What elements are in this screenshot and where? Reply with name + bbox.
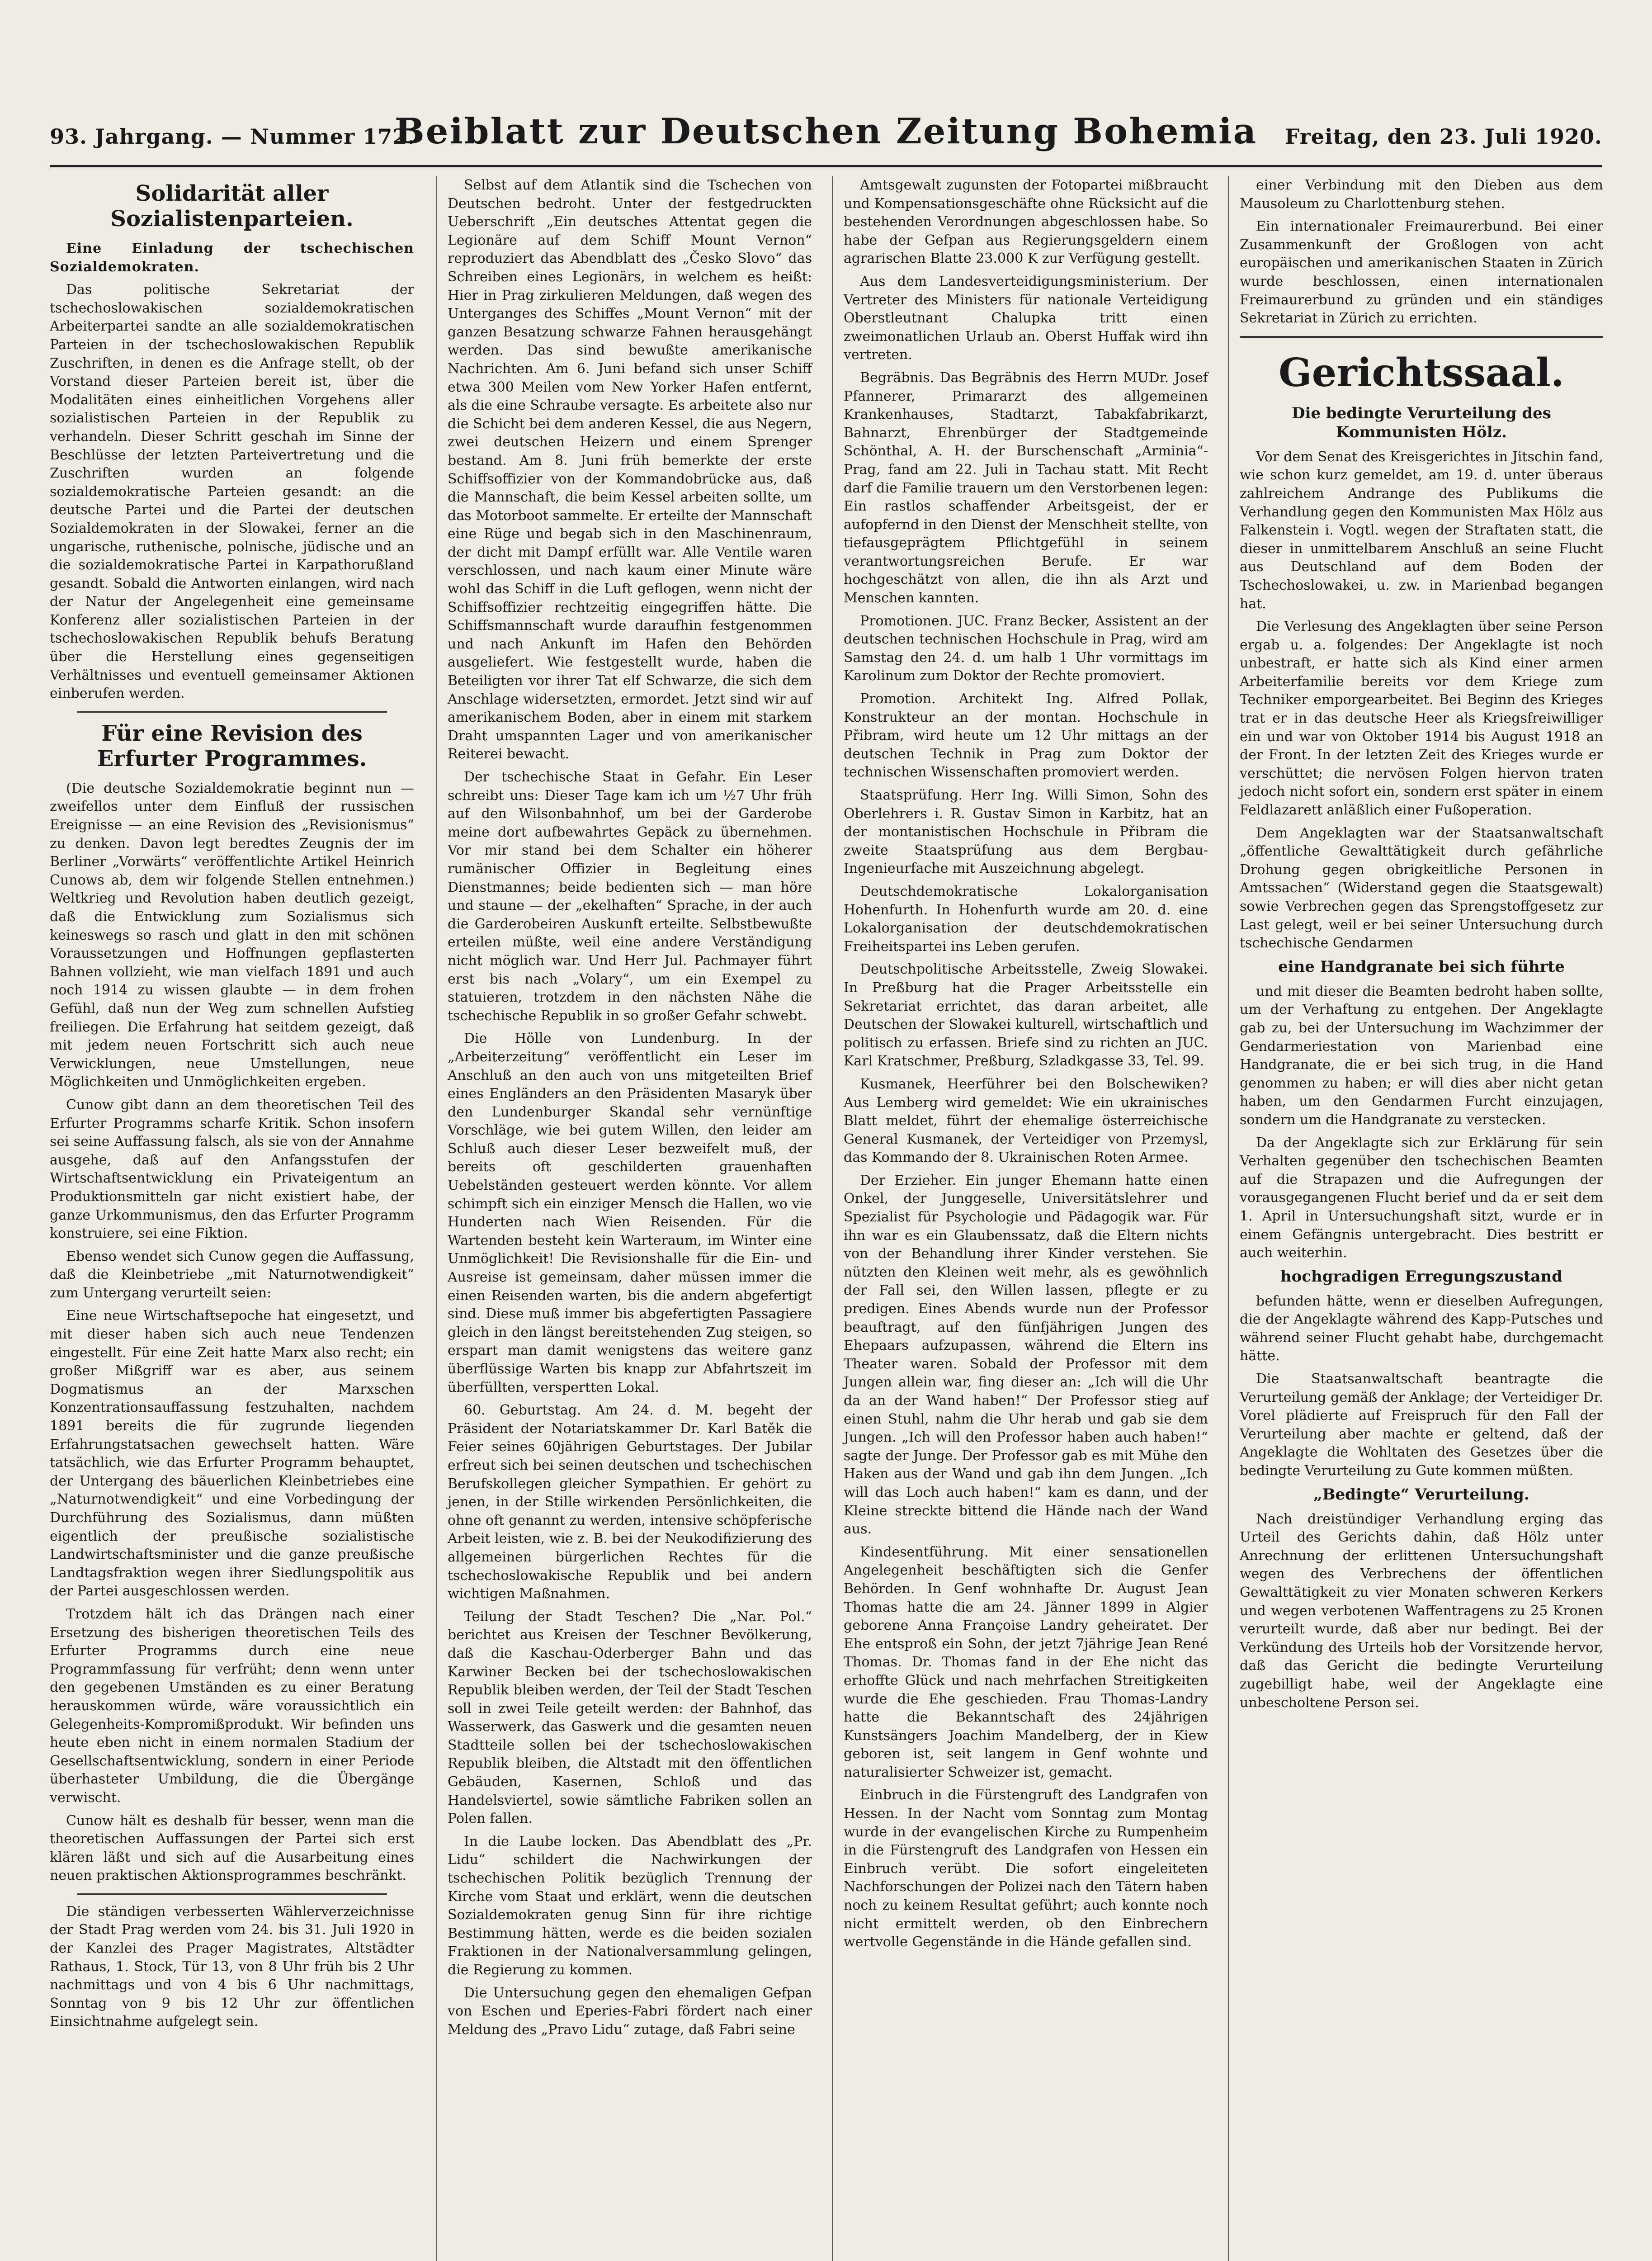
article-paragraph: Teilung der Stadt Teschen? Die „Nar. Pol.“ berichtet aus Kreisen der Teschner Bevölkerung, daß die Kaschau-Oderberger Bahn und das Karwiner Becken bei der tschechoslowakischen Republik bleiben werden, der Teil der Stadt Teschen soll in zwei Teile geteilt werden: der Bahnhof, das Wasserwerk, das Gaswerk und die gesamten neuen Stadtteile sollen bei der tschechoslowakischen Republik bleiben, die Altstadt mit den öffentlichen Gebäuden, Kasernen, Schloß und das Handelsviertel, sowie sämtliche Fabriken sollen an Polen fallen. (448, 1608, 812, 1827)
article-paragraph: Die ständigen verbesserten Wählerverzeichnisse der Stadt Prag werden vom 24. bis 31. Juli 1920 in der Kanzlei des Prager Magistrates, Altstädter Rathaus, 1. Stock, Tür 13, von 8 Uhr früh bis 2 Uhr nachmittags und von 4 bis 6 Uhr nachmittags, Sonntag von 9 bis 12 Uhr zur öffentlichen Einsichtnahme aufgelegt sein. (50, 1903, 414, 2030)
article-paragraph: 60. Geburtstag. Am 24. d. M. begeht der Präsident der Notariatskammer Dr. Karl Batěk die Feier seines 60jährigen Geburtstages. Der Jubilar erfreut sich bei seinen deutschen und tschechischen Berufskollegen gleicher Sympathien. Er gehört zu jenen, in der Stille wirkenden Persönlichkeiten, die ohne oft genannt zu werden, intensive schöpferische Arbeit leisten, wie z. B. bei der Neukodifizierung des allgemeinen bürgerlichen Rechtes für die tschechoslowakische Republik und bei andern wichtigen Maßnahmen. (448, 1402, 812, 1602)
article-paragraph: Amtsgewalt zugunsten der Fotopartei mißbraucht und Kompensationsgeschäfte ohne Rücksicht auf die bestehenden Verordnungen abgeschlossen habe. So habe der Gefpan aus Regierungsgeldern einem agrarischen Blatte 23.000 K zur Verfügung gestellt. (844, 177, 1208, 267)
masthead (50, 111, 1602, 167)
article-paragraph: Promotionen. JUC. Franz Becker, Assistent an der deutschen technischen Hochschule in Prag, wird am Samstag den 24. d. um halb 1 Uhr vormittags im Karolinum zum Doktor der Rechte promoviert. (844, 613, 1208, 684)
article-paragraph: Kusmanek, Heerführer bei den Bolschewiken? Aus Lemberg wird gemeldet: Wie ein ukrainisches Blatt meldet, führt der ehemalige österreichische General Kusmanek, der Verteidiger von Przemysl, das Kommando der 8. Ukrainischen Roten Armee. (844, 1076, 1208, 1166)
subheadline-excitement: hochgradigen Erregungszustand (1280, 1267, 1563, 1286)
column-3 (832, 176, 1219, 2261)
newspaper-title: Beiblatt zur Deutschen Zeitung Bohemia (394, 111, 1258, 152)
article-paragraph: Cunow gibt dann an dem theoretischen Teil des Erfurter Programms scharfe Kritik. Schon insofern sei seine Auffassung falsch, als sie von der Annahme ausgehe, daß auf den Anfangsstufen der Wirtschaftsentwicklung ein Privateigentum an Produktionsmitteln gar nicht existiert habe, der ganze Urkommunismus, den das Erfurter Programm konstruiere, sei eine Fiktion. (50, 1097, 414, 1242)
column-1 (50, 176, 425, 2261)
article-paragraph: Aus dem Landesverteidigungsministerium. Der Vertreter des Ministers für nationale Verteidigung Oberstleutnant Chalupka tritt einen zweimonatlichen Urlaub an. Oberst Huffak wird ihn vertreten. (844, 273, 1208, 363)
article-paragraph: Das politische Sekretariat der tschechoslowakischen sozialdemokratischen Arbeiterpartei sandte an alle sozialdemokratischen Parteien in der tschechoslowakischen Republik Zuschriften, in denen es die Anfrage stellt, ob der Vorstand dieser Parteien bereit ist, über die Modalitäten eines einheitlichen Vorgehens aller sozialistischen Parteien in der Republik zu verhandeln. Dieser Schritt geschah im Sinne der Beschlüsse der letzten Parteivertretung und die Zuschriften wurden an folgende sozialdemokratische Parteien gesandt: an die deutsche Partei und die Partei der deutschen Sozialdemokraten in der Slowakei, ferner an die ungarische, ruthenische, polnische, jüdische und an die sozialdemokratische Partei in Karpathorußland gesandt. Sobald die Antworten einlangen, wird nach der Natur der Angelegenheit eine gemeinsame Konferenz aller sozialistischen Parteien in der tschechoslowakischen Republik behufs Beratung über die Herstellung eines gegenseitigen Verhältnisses und eventuell gemeinsamer Aktionen einberufen werden. (50, 282, 414, 702)
article-paragraph: Staatsprüfung. Herr Ing. Willi Simon, Sohn des Oberlehrers i. R. Gustav Simon in Karbitz, hat an der montanistischen Hochschule in Přibram die zweite Staatsprüfung aus dem Bergbau-Ingenieurfache mit Auszeichnung abgelegt. (844, 787, 1208, 877)
article-paragraph: Einbruch in die Fürstengruft des Landgrafen von Hessen. In der Nacht vom Sonntag zum Montag wurde in der evangelischen Kirche zu Rumpenheim in die Fürstengruft des Landgrafen von Hessen ein Einbruch verübt. Die sofort eingeleiteten Nachforschungen der Polizei nach den Tätern haben noch zu keinem Resultat geführt; auch konnte noch nicht ermittelt werden, ob den Einbrechern wertvolle Gegenstände in die Hände gefallen sind. (844, 1787, 1208, 1950)
article-paragraph: Dem Angeklagten war der Staatsanwaltschaft „öffentliche Gewalttätigkeit durch gefährliche Drohung gegen obrigkeitliche Personen in Amtssachen“ (Widerstand gegen die Staatsgewalt) sowie Verbrechen gegen das Sprengstoffgesetz zur Last gelegt, weil er bei seiner Untersuchung durch tschechische Gendarmen (1240, 825, 1603, 951)
column-5 (1228, 176, 1603, 2261)
article-paragraph: Kindesentführung. Mit einer sensationellen Angelegenheit beschäftigten sich die Genfer Behörden. In Genf wohnhafte Dr. August Jean Thomas hatte die am 24. Jänner 1899 in Algier geborene Anna Françoise Landry geheiratet. Der Ehe entsproß ein Sohn, der jetzt 7jährige Jean René Thomas. Dr. Thomas fand in der Ehe nicht das erhoffte Glück und nach mehrfachen Streitigkeiten wurde die Ehe geschieden. Frau Thomas-Landry hatte die Bekanntschaft des 24jährigen Kunstsängers Joachim Mandelberg, der in Kiew geboren ist, seit langem in Genf wohnte und naturalisierter Schweizer ist, gemacht. (844, 1544, 1208, 1780)
article-paragraph: Die Verlesung des Angeklagten über seine Person ergab u. a. folgendes: Der Angeklagte ist noch unbestraft, er hatte sich als Kind einer armen Arbeiterfamilie bereits vor dem Kriege zum Techniker emporgearbeitet. Bei Beginn des Krieges trat er in das deutsche Heer als Kriegsfreiwilliger ein und war von Oktober 1914 bis August 1918 an der Front. In der letzten Zeit des Krieges wurde er verschüttet; die nervösen Folgen hiervon traten jedoch nicht sofort ein, sondern erst später in einem Feldlazarett anläßlich einer Fußoperation. (1240, 619, 1603, 818)
article-paragraph: In die Laube locken. Das Abendblatt des „Pr. Lidu“ schildert die Nachwirkungen der tschechischen Politik bezüglich Trennung der Kirche vom Staat und erklärt, wenn die deutschen Sozialdemokraten genug Sinn für ihre richtige Bestimmung hätten, werde es die beiden sozialen Fraktionen in der Nationalversammlung gelingen, die Regierung zu kommen. (448, 1833, 812, 1978)
article-paragraph: Der Erzieher. Ein junger Ehemann hatte einen Onkel, der Junggeselle, Universitätslehrer und Spezialist für Psychologie und Pädagogik war. Für ihn war es ein Glaubenssatz, daß die Eltern nichts von der Behandlung ihrer Kinder verstehen. Sie nützten den Kleinen weit mehr, als es gewöhnlich der Fall sei, den Willen lassen, pflegte er zu predigen. Eines Abends wurde nun der Professor beauftragt, auf den fünfjährigen Jungen des Ehepaars aufzupassen, während die Eltern ins Theater waren. Sobald der Professor mit dem Jungen allein war, fing dieser an: „Ich will die Uhr da an der Wand haben!“ Der Professor stieg auf einen Stuhl, nahm die Uhr herab und gab sie dem Jungen. „Ich will den Professor haben auch haben!“ sagte der Junge. Der Professor gab es mit Mühe den Haken aus der Wand und gab ihn dem Jungen. „Ich will das Loch auch haben!“ kam es dann, und der Kleine streckte bittend die Hände nach der Wand aus. (844, 1172, 1208, 1537)
article-paragraph: Da der Angeklagte sich zur Erklärung für sein Verhalten gegenüber den tschechischen Beamten auf die Strapazen und die Aufregungen der vorausgegangenen Flucht berief und da er seit dem 1. April in Untersuchungshaft sitzt, wurde er in einem Gefängnis untergebracht. Dies bestritt er auch weiterhin. (1240, 1135, 1603, 1261)
article-paragraph: Vor dem Senat des Kreisgerichtes in Jitschin fand, wie schon kurz gemeldet, am 19. d. unter überaus zahlreichem Andrange des Publikums die Verhandlung gegen den Kommunisten Max Hölz aus Falkenstein i. Vogtl. wegen der Straftaten statt, die dieser in unmittelbarem Anschluß an seine Flucht aus Deutschland auf dem Boden der Tschechoslowakei, u. zw. in Marienbad begangen hat. (1240, 449, 1603, 612)
article-paragraph: und mit dieser die Beamten bedroht haben sollte, um der Verhaftung zu entgehen. Der Angeklagte gab zu, bei der Untersuchung im Wachzimmer der Gendarmeriestation von Marienbad eine Handgranate, die er bei sich trug, in die Hand genommen zu haben; er will dies aber nicht getan haben, um den Gendarmen Furcht einzujagen, sondern um die Handgranate zu verstecken. (1240, 983, 1603, 1128)
divider (77, 1893, 387, 1895)
issue-number: 93. Jahrgang. — Nummer 172. (50, 124, 415, 149)
headline-court: Gerichtssaal. (1279, 350, 1564, 396)
issue-date: Freitag, den 23. Juli 1920. (1284, 124, 1602, 149)
article-paragraph: Promotion. Architekt Ing. Alfred Pollak, Konstrukteur an der montan. Hochschule in Přibram, wird heute um 12 Uhr mittags an der deutschen Technik in Prag zum Doktor der technischen Wissenschaften promoviert werden. (844, 691, 1208, 780)
subheadline-grenade: eine Handgranate bei sich führte (1278, 957, 1565, 976)
article-paragraph: Der tschechische Staat in Gefahr. Ein Leser schreibt uns: Dieser Tage kam ich um ½7 Uhr früh auf den Wilsonbahnhof, um bei der Garderobe meine dort aufbewahrtes Gepäck zu übernehmen. Vor mir stand bei dem Schalter ein höherer rumänischer Offizier in Begleitung eines Dienstmannes; beide bedienten sich — man höre und staune — der „ekelhaften“ Sprache, in der auch die Garderobeiren Auskunft erteilte. Selbstbewußte erteilen müßte, weil eine andere Verständigung nicht möglich war. Und Herr Jul. Pachmayer führt erst bis nach „Volary“, um ein Exempel zu statuieren, trotzdem in den nächsten Nähe die tschechische Republik in so großer Gefahr schwebt. (448, 769, 812, 1024)
article-paragraph: Die Hölle von Lundenburg. In der „Arbeiterzeitung“ veröffentlicht ein Leser im Anschluß an den auch von uns mitgeteilten Brief eines Engländers an den Präsidenten Masaryk über den Lundenburger Skandal sehr vernünftige Vorschläge, wie bei gutem Willen, den leider am Schluß auch dieser Leser bezweifelt muß, der bereits oft geschilderten grauenhaften Uebelständen gesteuert werden könnte. Vor allem schimpft sich ein einziger Mensch die Hallen, wo vie Hunderten nach Wien Reisenden. Für die Wartenden besteht kein Warteraum, im Winter eine Unmöglichkeit! Die Revisionshalle für die Ein- und Ausreise ist gemeinsam, daher müssen immer die einen Reisenden warten, bis die andern abgefertigt sind. Diese muß immer bis abgefertigten Passagiere gleich in den längst bereitstehenden Zug steigen, so erspart man damit wenigstens das weitere ganz überflüssige Warten bis knapp zur Abfahrtszeit im überfüllten, verspertten Lokal. (448, 1031, 812, 1395)
subheadline-hoelz: Die bedingte Verurteilung des Kommunisten Hölz. (1292, 404, 1551, 441)
headline-erfurt: Für eine Revision des Erfurter Programmes. (97, 720, 367, 771)
article-paragraph: Eine neue Wirtschaftsepoche hat eingesetzt, und mit dieser haben sich auch neue Tendenzen eingestellt. Für eine Zeit hatte Marx also recht; ein großer Mißgriff war es aber, aus seinem Dogmatismus an der Marxschen Konzentrationsauffassung festzuhalten, nachdem 1891 bereits die für zugrunde liegenden Erfahrungstatsachen gewechselt hatten. Wäre tatsächlich, wie das Erfurter Programm behauptet, der Untergang des bäuerlichen Kleinbetriebes eine „Naturnotwendigkeit“ und eine Vorbedingung der Durchführung des Sozialismus, dann müßten eigentlich der preußische sozialistische Landwirtschaftsminister und die ganze preußische Landtagsfraktion wegen ihrer Siedlungspolitik aus der Partei ausgeschlossen werden. (50, 1308, 414, 1599)
article-paragraph: Ein internationaler Freimaurerbund. Bei einer Zusammenkunft der Großlogen von acht europäischen und amerikanischen Staaten in Zürich wurde beschlossen, einen internationalen Freimaurerbund zu gründen und ein ständiges Sekretariat in Zürich zu errichten. (1240, 218, 1603, 326)
article-paragraph: Die Staatsanwaltschaft beantragte die Verurteilung gemäß der Anklage; der Verteidiger Dr. Vorel plädierte auf Freispruch für den Fall der Verurteilung aber machte er geltend, daß der Angeklagte die Wohltaten des Gesetzes über die bedingte Verurteilung zu Gute kommen müßten. (1240, 1371, 1603, 1479)
article-paragraph: Cunow hält es deshalb für besser, wenn man die theoretischen Auffassungen der Partei sich erst klären läßt und sich auf die Ausarbeitung eines neuen praktischen Aktionsprogrammes beschränkt. (50, 1812, 414, 1884)
divider (1240, 336, 1603, 338)
subheadline-conditional: „Bedingte“ Verurteilung. (1313, 1485, 1529, 1504)
headline-solidarity: Solidarität aller Sozialistenparteien. (110, 181, 354, 232)
divider (77, 711, 387, 713)
article-paragraph: Begräbnis. Das Begräbnis des Herrn MUDr. Josef Pfannerer, Primararzt des allgemeinen Krankenhauses, Stadtarzt, Tabakfabrikarzt, Bahnarzt, Ehrenbürger der Stadtgemeinde Schönthal, A. H. der Burschenschaft „Arminia“-Prag, fand am 22. Juli in Tachau statt. Mit Recht darf die Familie trauern um den Verstorbenen legen: Ein rastlos schaffender Arbeitsgeist, der er aufopfernd in den Dienst der Menschheit stellte, von tiefausgeprägtem Pflichtgefühl in seinem verantwortungsreichen Berufe. Er war hochgeschätzt von allen, die ihn als Arzt und Menschen kannten. (844, 369, 1208, 606)
article-paragraph: Die Untersuchung gegen den ehemaligen Gefpan von Eschen und Eperies-Fabri fördert nach einer Meldung des „Pravo Lidu“ zutage, daß Fabri seine (448, 1985, 812, 2038)
article-paragraph: (Die deutsche Sozialdemokratie beginnt nun — zweifellos unter dem Einfluß der russischen Ereignisse — an eine Revision des „Revisionismus“ zu denken. Davon legt beredtes Zeugnis der im Berliner „Vorwärts“ veröffentlichte Artikel Heinrich Cunows ab, dem wir folgende Stellen entnehmen.) Weltkrieg und Revolution haben deutlich gezeigt, daß die Entwicklung zum Sozialismus sich keineswegs so rasch und glatt in den mit schönen Voraussetzungen und Hoffnungen gepflasterten Bahnen vollzieht, wie man vielfach 1891 und auch noch 1914 zu wissen glaubte — in dem frohen Gefühl, daß nun der Weg zum schnellen Aufstieg freiliegen. Die Erfahrung hat seitdem gezeigt, daß mit jedem neuen Fortschritt sich auch neue Verwicklungen, neue Umstellungen, neue Möglichkeiten und Unmöglichkeiten ergeben. (50, 780, 414, 1090)
article-intro: Eine Einladung der tschechischen Sozialdemokraten. (50, 241, 414, 275)
article-paragraph: Trotzdem hält ich das Drängen nach einer Ersetzung des bisherigen theoretischen Teils des Erfurter Programms durch eine neue Programmfassung für verfrüht; denn wenn unter den gegebenen Umständen es zu einer Beratung herauskommen würde, wäre voraussichtlich ein Gelegenheits-Kompromißprodukt. Wir befinden uns heute eben nicht in einem normalen Stadium der Gesellschaftsentwicklung, sondern in einer Periode überhasteter Umbildung, die die Übergänge verwischt. (50, 1606, 414, 1806)
article-paragraph: einer Verbindung mit den Dieben aus dem Mausoleum zu Charlottenburg stehen. (1240, 177, 1603, 212)
article-paragraph: Selbst auf dem Atlantik sind die Tschechen von Deutschen bedroht. Unter der festgedruckten Ueberschrift „Ein deutsches Attentat gegen die Legionäre auf dem Schiff Mount Vernon“ reproduziert das Abendblatt des „Česko Slovo“ das Schreiben eines Legionärs, in welchem es heißt: Hier in Prag zirkulieren Meldungen, daß wegen des Unterganges des Schiffes „Mount Vernon“ mit der ganzen Besatzung schwarze Fahnen herausgehängt werden. Das sind bewußte amerikanische Nachrichten. Am 6. Juni befand sich unser Schiff etwa 300 Meilen vom New Yorker Hafen entfernt, als die eine Schraube versagte. Es arbeitete also nur die Schicht bei dem anderen Kessel, die aus Negern, zwei deutschen Heizern und einem Sprenger bestand. Am 8. Juni früh bemerkte der erste Schiffsoffizier von der Kommandobrücke aus, daß die Mannschaft, die beim Kessel arbeiten sollte, um das Motorboot sammelte. Er erteilte der Mannschaft eine Rüge und begab sich in den Maschinenraum, der dicht mit Dampf erfüllt war. Alle Ventile waren verschlossen, und nach kaum einer Minute wäre wohl das Schiff in die Luft geflogen, wenn nicht der Schiffsoffizier rechtzeitig eingegriffen hätte. Die Schiffsmannschaft wurde daraufhin festgenommen und nach Ankunft im Hafen den Behörden ausgeliefert. Wie festgestellt wurde, haben die Beteiligten vor ihrer Tat elf Schwarze, die sich dem Anschlage widersetzten, ermordet. Jetzt sind wir auf amerikanischem Boden, aber in einem mit starkem Draht umspannten Lager und von amerikanischer Reiterei bewacht. (448, 177, 812, 762)
column-2 (436, 176, 823, 2261)
article-paragraph: befunden hätte, wenn er dieselben Aufregungen, die der Angeklagte während des Kapp-Putsches und während seiner Flucht gehabt habe, durchgemacht hätte. (1240, 1293, 1603, 1364)
article-paragraph: Deutschdemokratische Lokalorganisation Hohenfurth. In Hohenfurth wurde am 20. d. eine Lokalorganisation der deutschdemokratischen Freiheitspartei ins Leben gerufen. (844, 883, 1208, 955)
article-paragraph: Ebenso wendet sich Cunow gegen die Auffassung, daß die Kleinbetriebe „mit Naturnotwendigkeit“ zum Untergang verurteilt seien: (50, 1248, 414, 1301)
article-paragraph: Nach dreistündiger Verhandlung erging das Urteil des Gerichts dahin, daß Hölz unter Anrechnung der erlittenen Untersuchungshaft wegen des Verbrechens der öffentlichen Gewalttätigkeit zu vier Monaten schweren Kerkers und wegen verbotenen Waffentragens zu 25 Kronen verurteilt wurde, daß aber nur bedingt. Bei der Verkündung des Urteils hob der Vorsitzende hervor, daß das Gericht die bedingte Verurteilung zugebilligt habe, weil der Angeklagte eine unbescholtene Person sei. (1240, 1511, 1603, 1711)
columns (50, 176, 1602, 2261)
article-paragraph: Deutschpolitische Arbeitsstelle, Zweig Slowakei. In Preßburg hat die Prager Arbeitsstelle ein Sekretariat errichtet, das daran arbeitet, alle Deutschen der Slowakei kulturell, wirtschaftlich und politisch zu erfassen. Briefe sind zu richten an JUC. Karl Kratschmer, Preßburg, Szladkgasse 33, Tel. 99. (844, 961, 1208, 1069)
